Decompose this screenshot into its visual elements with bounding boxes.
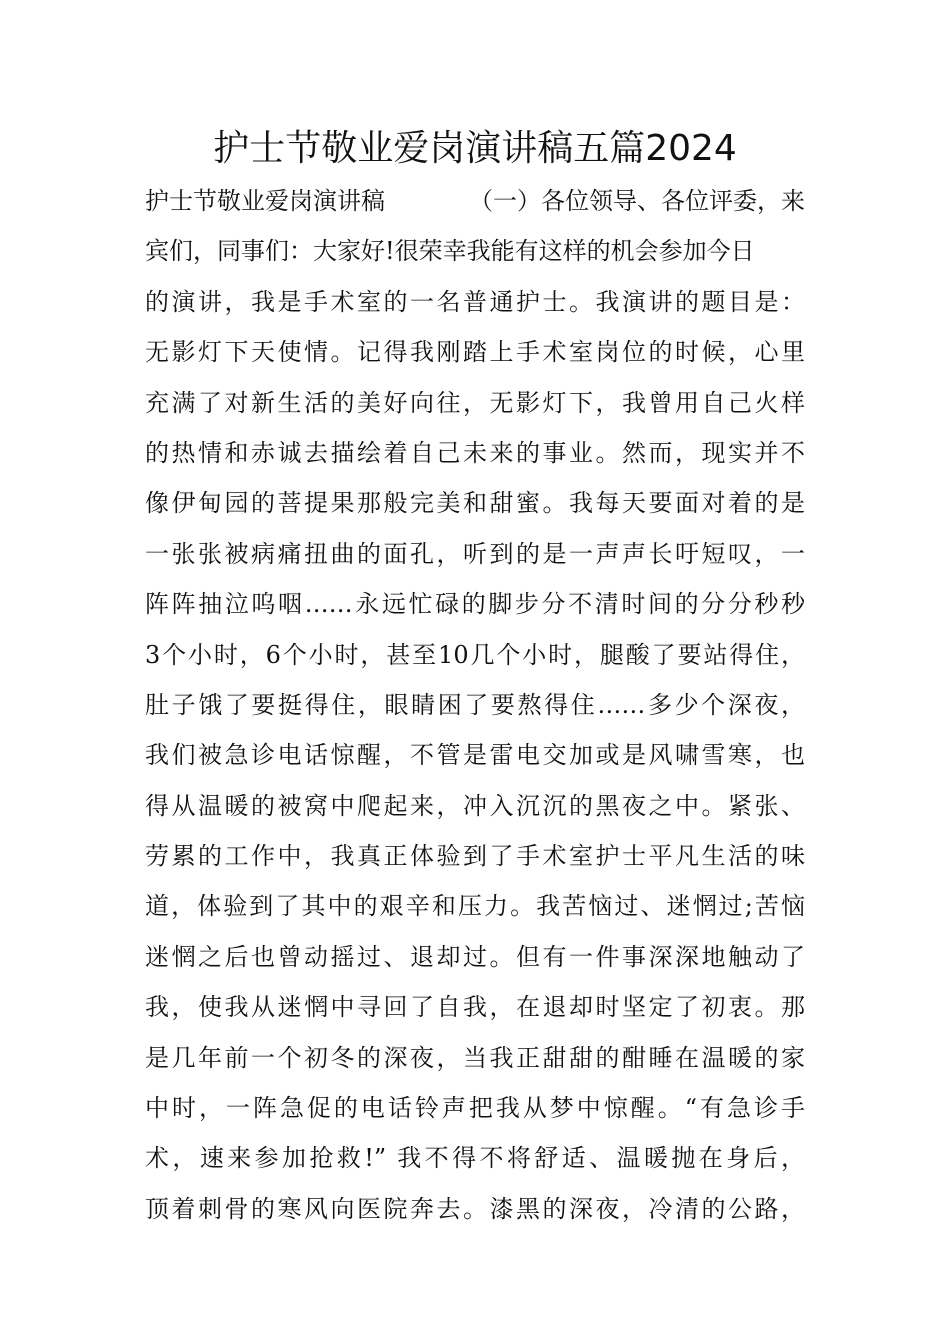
body-line: 宾们，同事们：大家好!很荣幸我能有这样的机会参加今日 [145, 237, 755, 266]
section-heading: 护士节敬业爱岗演讲稿 [145, 187, 385, 215]
document-title: 护士节敬业爱岗演讲稿五篇2024 [213, 128, 737, 169]
body-line: 的演讲，我是手术室的一名普通护士。我演讲的题目是： [145, 287, 805, 316]
body-line: 顶着刺骨的寒风向医院奔去。漆黑的深夜，冷清的公路， [145, 1194, 805, 1223]
body-line: 术，速来参加抢救!” 我不得不将舒适、温暖抛在身后， [145, 1144, 805, 1173]
body-line: 无影灯下天使情。记得我刚踏上手术室岗位的时候，心里 [145, 338, 805, 367]
body-line: 道，体验到了其中的艰辛和压力。我苦恼过、迷惘过;苦恼 [145, 892, 805, 921]
body-line: 充满了对新生活的美好向往，无影灯下，我曾用自己火样 [145, 388, 805, 417]
body-line: 是几年前一个初冬的深夜，当我正甜甜的酣睡在温暖的家 [145, 1043, 805, 1072]
body-line: 3个小时，6个小时，甚至10几个小时，腿酸了要站得住， [145, 640, 805, 669]
body-line: 我们被急诊电话惊醒，不管是雷电交加或是风啸雪寒，也 [145, 741, 805, 770]
document-body [145, 176, 805, 1234]
body-line: 得从温暖的被窝中爬起来，冲入沉沉的黑夜之中。紧张、 [145, 791, 805, 820]
body-line: 我，使我从迷惘中寻回了自我，在退却时坚定了初衷。那 [145, 993, 805, 1022]
body-line: 一张张被病痛扭曲的面孔，听到的是一声声长吁短叹，一 [145, 539, 805, 568]
body-line: 劳累的工作中，我真正体验到了手术室护士平凡生活的味 [145, 842, 805, 871]
body-line: 中时，一阵急促的电话铃声把我从梦中惊醒。“有急诊手 [145, 1094, 805, 1123]
body-line: 像伊甸园的菩提果那般完美和甜蜜。我每天要面对着的是 [145, 489, 805, 518]
body-line [145, 176, 805, 226]
body-line: 阵阵抽泣呜咽……永远忙碌的脚步分不清时间的分分秒秒 [145, 590, 805, 619]
body-line-text: （一）各位领导、各位评委，来 [469, 187, 805, 215]
body-line: 迷惘之后也曾动摇过、退却过。但有一件事深深地触动了 [145, 942, 805, 971]
body-line: 肚子饿了要挺得住，眼睛困了要熬得住……多少个深夜， [145, 690, 805, 719]
body-line: 的热情和赤诚去描绘着自己未来的事业。然而，现实并不 [145, 438, 805, 467]
